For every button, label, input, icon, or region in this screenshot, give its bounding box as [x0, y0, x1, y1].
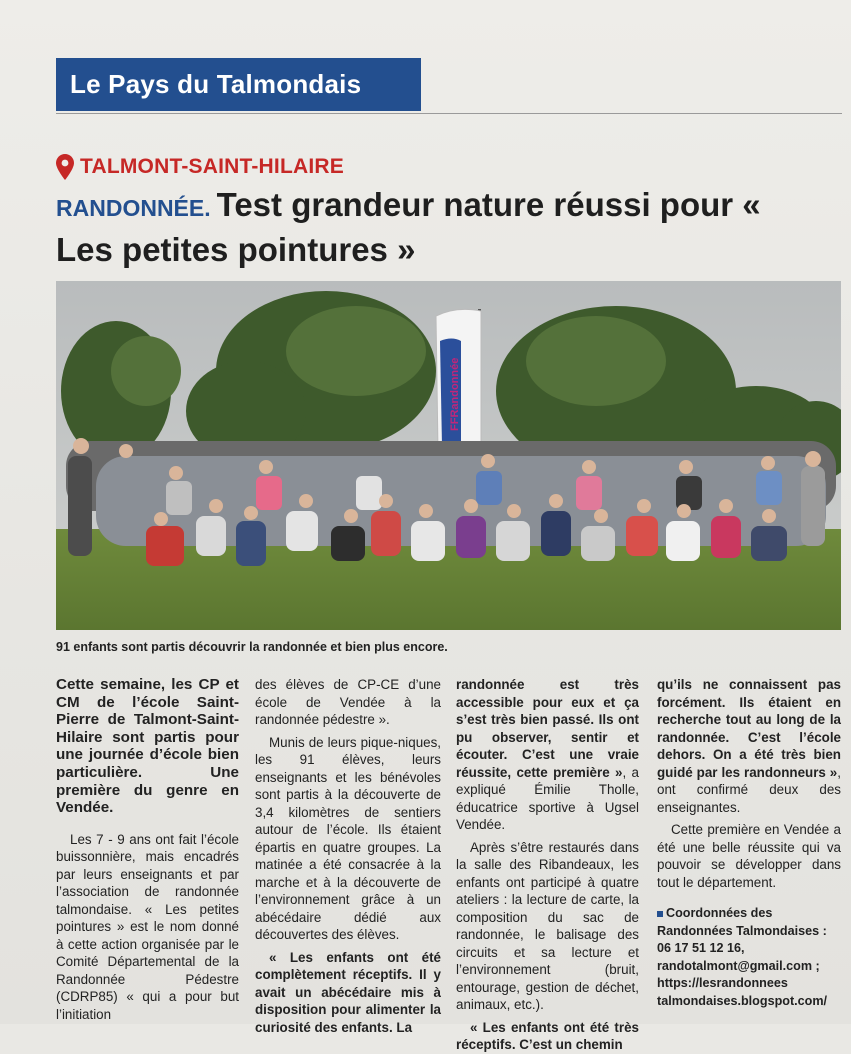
group-photo-illustration: [56, 281, 841, 630]
quote-text: randonnée est très accessible pour eux et ça s’est très bien passé. Ils ont pu observer, sentir et écouter. C’est une vraie réussite, cette première »: [456, 677, 639, 780]
group-photo: [56, 281, 841, 630]
article-lede: Cette semaine, les CP et CM de l’école Saint-Pierre de Talmont-Saint-Hilaire sont partis pour une journée d’école bien particulière. Une première du genre en Vendée.: [56, 676, 239, 817]
paragraph: Les 7 - 9 ans ont fait l’école buissonnière, mais encadrés par leurs enseignants et par l’association de randonnée talmondaise. « Les petites pointures » est le nom donné à cette action organisée par le Comité Départemental de la Randonnée Pédestre (CDRP85) « qui a pour but l’initiation: [56, 831, 239, 1022]
article-column-3: [456, 676, 639, 1054]
article-column-1: [56, 676, 239, 1023]
contact-text: Coordonnées des Randonnées Talmondaises : 06 17 51 12 16, randotalmont@gmail.com ; https://lesrandonnees talmondaises.blogspot.com/: [657, 906, 828, 1008]
location-label: TALMONT-SAINT-HILAIRE: [80, 155, 344, 178]
headline-title: Test grandeur nature réussi pour « Les petites pointures »: [56, 186, 761, 268]
paragraph: Cette première en Vendée a été une belle réussite qui va pouvoir se développer dans tout le département.: [657, 822, 841, 890]
paragraph: [657, 676, 841, 816]
paragraph: Après s’être restaurés dans la salle des Ribandeaux, les enfants ont participé à quatre ateliers : la lecture de carte, la composition du sac de randonnée, le balisage des circuits et sa lecture et l’environnement (bruit, entourage, gestion de déchet, animaux, etc.).: [456, 839, 639, 1012]
quote-paragraph: « Les enfants ont été très réceptifs. C’est un chemin: [456, 1019, 639, 1052]
section-header: Le Pays du Talmondais: [56, 58, 421, 111]
article-headline: [56, 184, 776, 271]
photo-caption: 91 enfants sont partis découvrir la randonnée et bien plus encore.: [56, 640, 448, 654]
article-column-2: [255, 676, 441, 1036]
article-column-4: [657, 676, 841, 1010]
quote-attribution: , ont confirmé deux des enseignantes.: [657, 764, 841, 815]
bullet-square-icon: [657, 911, 663, 917]
headline-kicker: RANDONNÉE.: [56, 195, 211, 221]
header-rule: [56, 113, 842, 114]
quote-paragraph: « Les enfants ont été complètement réceptifs. Il y avait un abécédaire mis à disposition pour alimenter la curiosité des enfants. La: [255, 949, 441, 1035]
paragraph: Munis de leurs pique-niques, les 91 élèves, leurs enseignants et les bénévoles sont partis à la découverte de 3,4 kilomètres de sentiers autour de l’école. Ils étaient épartis en quatre groupes. La matinée a été consacrée à la marche et à la découverte de l’environnement grâce à un abécédaire dédié aux découvertes des élèves.: [255, 734, 441, 942]
quote-text: qu’ils ne connaissent pas forcément. Ils étaient en recherche tout au long de la randonnée. C’est l’école dehors. On a été très bien guidé par les randonneurs »: [657, 677, 841, 780]
location-pin-icon: [56, 154, 74, 180]
quote-attribution: , a expliqué Émilie Tholle, éducatrice sportive à Ugsel Vendée.: [456, 764, 639, 832]
contact-info: [657, 905, 841, 1010]
location-line: [56, 152, 344, 182]
paragraph: des élèves de CP-CE d’une école de Vendée à la randonnée pédestre ».: [255, 677, 441, 727]
banner-text: FFRandonnée: [449, 357, 461, 431]
paragraph: [456, 676, 639, 834]
